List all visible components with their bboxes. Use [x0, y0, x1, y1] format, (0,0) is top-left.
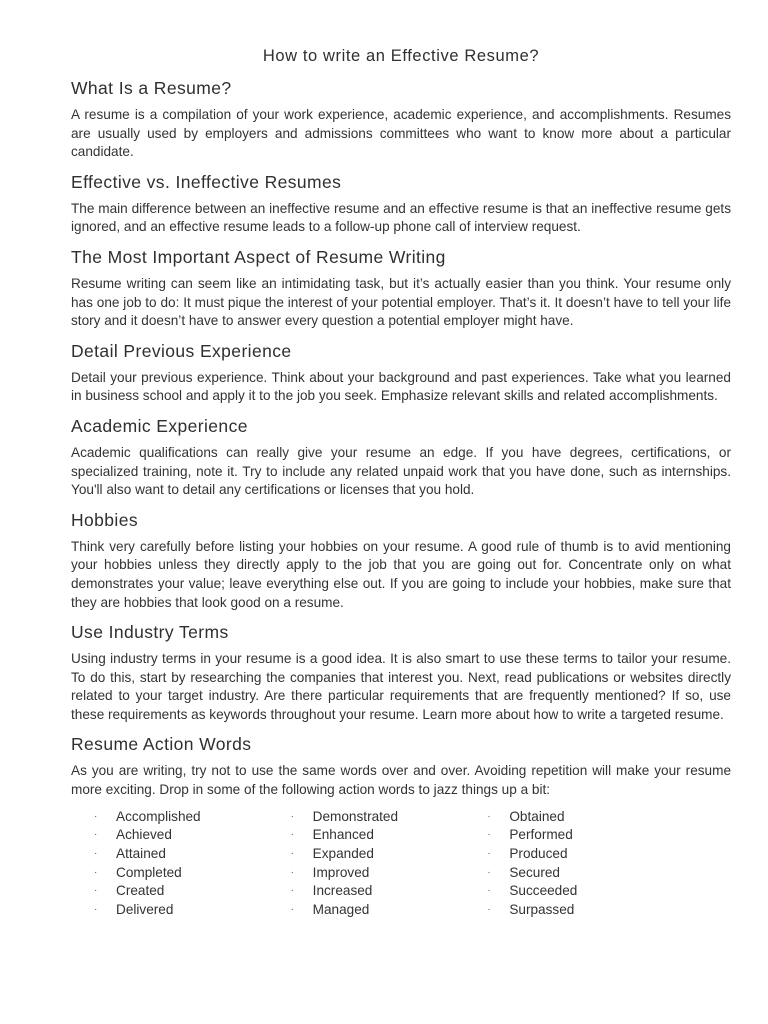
- section-heading: What Is a Resume?: [71, 78, 232, 98]
- action-word: Completed: [116, 864, 182, 880]
- section-heading: Use Industry Terms: [71, 622, 229, 643]
- bullet-icon: ·: [487, 885, 491, 897]
- list-item: [94, 901, 291, 920]
- action-word: Obtained: [509, 808, 565, 824]
- bullet-icon: ·: [94, 885, 98, 897]
- bullet-icon: ·: [290, 866, 295, 878]
- list-item: [487, 901, 684, 920]
- list-item: [94, 808, 291, 827]
- action-word: Demonstrated: [312, 808, 399, 824]
- action-word: Enhanced: [312, 827, 374, 843]
- section-heading: Effective vs. Ineffective Resumes: [71, 171, 342, 192]
- list-item: [487, 826, 684, 845]
- action-word: Produced: [509, 846, 568, 862]
- action-words-column: [94, 808, 291, 920]
- section-effective-vs-ineffective: [71, 170, 731, 237]
- bullet-icon: ·: [487, 829, 491, 841]
- action-words-column: [291, 808, 488, 920]
- section-heading: Academic Experience: [71, 415, 248, 436]
- list-item: [291, 864, 488, 883]
- bullet-icon: ·: [94, 829, 98, 841]
- list-item: [94, 864, 291, 883]
- section-heading: Hobbies: [71, 509, 139, 530]
- bullet-icon: ·: [94, 866, 98, 878]
- section-heading: Detail Previous Experience: [71, 340, 292, 361]
- bullet-icon: ·: [487, 904, 491, 916]
- bullet-icon: ·: [290, 829, 295, 841]
- bullet-icon: ·: [487, 848, 491, 860]
- list-item: [94, 826, 291, 845]
- action-word: Managed: [312, 902, 370, 918]
- list-item: [291, 882, 488, 901]
- bullet-icon: ·: [487, 866, 491, 878]
- bullet-icon: ·: [290, 810, 295, 822]
- bullet-icon: ·: [290, 848, 295, 860]
- list-item: [487, 882, 684, 901]
- section-action-words: [71, 732, 731, 799]
- bullet-icon: ·: [487, 810, 491, 822]
- section-what-is-resume: [71, 76, 731, 162]
- bullet-icon: ·: [94, 810, 98, 822]
- bullet-icon: ·: [94, 848, 98, 860]
- section-body: Academic qualifications can really give your resume an edge. If you have degrees, certifications, or specialized training, note it. Try to include any related unpaid work that you have done, such as internships. You'll also want to detail any certifications or licenses that you hold.: [71, 444, 731, 498]
- action-word: Delivered: [116, 902, 174, 918]
- list-item: [291, 826, 488, 845]
- section-academic-experience: [71, 414, 731, 500]
- action-word: Surpassed: [509, 902, 575, 918]
- action-word: Performed: [509, 827, 573, 843]
- list-item: [94, 845, 291, 864]
- action-word: Expanded: [312, 846, 374, 862]
- list-item: [94, 882, 291, 901]
- list-item: [487, 808, 684, 827]
- action-words-column: [487, 808, 684, 920]
- action-word: Accomplished: [116, 808, 201, 824]
- section-previous-experience: [71, 339, 731, 406]
- section-body: The main difference between an ineffective resume and an effective resume is that an ineffective resume gets ignored, and an effective resume leads to a follow-up phone call of interview request.: [71, 200, 731, 235]
- section-body: A resume is a compilation of your work experience, academic experience, and accomplishments. Resumes are usually used by employers and admissions committees who want to know more about a particular candidate.: [71, 107, 731, 160]
- action-word: Created: [116, 883, 165, 899]
- list-item: [487, 845, 684, 864]
- section-heading: The Most Important Aspect of Resume Writing: [71, 246, 446, 267]
- list-item: [291, 901, 488, 920]
- action-word: Attained: [116, 846, 166, 862]
- section-body: As you are writing, try not to use the same words over and over. Avoiding repetition will make your resume more exciting. Drop in some of the following action words to jazz things up a bit:: [71, 763, 731, 798]
- section-body: Resume writing can seem like an intimidating task, but it’s actually easier than you think. Your resume only has one job to do: It must pique the interest of your potential employer. That’s it. It doesn’t have to tell your life story and it doesn’t have to answer every question a potential employer might have.: [71, 275, 731, 329]
- bullet-icon: ·: [290, 885, 295, 897]
- section-most-important-aspect: [71, 245, 731, 331]
- section-body: Using industry terms in your resume is a good idea. It is also smart to use these terms to tailor your resume. To do this, start by researching the companies that interest you. Next, read publications or websites directly related to your target industry. Are there particular requirements that are frequently mentioned? If so, use these requirements as keywords throughout your resume. Learn more about how to write a targeted resume.: [71, 651, 731, 722]
- action-word: Secured: [509, 864, 560, 880]
- section-body: Detail your previous experience. Think about your background and past experiences. Take what you learned in business school and apply it to the job you seek. Emphasize relevant skills and related accomplishments.: [71, 369, 731, 404]
- list-item: [291, 808, 488, 827]
- bullet-icon: ·: [290, 904, 295, 916]
- list-item: [291, 845, 488, 864]
- bullet-icon: ·: [94, 904, 98, 916]
- action-word: Improved: [312, 864, 370, 880]
- section-body: Think very carefully before listing your hobbies on your resume. A good rule of thumb is to avid mentioning your hobbies unless they directly apply to the job that you are going out for. Concentrate only on what demonstrates your value; leave everything else out. If you are going to include your hobbies, make sure that they are hobbies that look good on a resume.: [71, 538, 731, 610]
- section-heading: Resume Action Words: [71, 734, 252, 755]
- action-word: Succeeded: [509, 883, 578, 899]
- section-hobbies: [71, 508, 731, 612]
- list-item: [487, 864, 684, 883]
- action-word: Increased: [312, 883, 373, 899]
- action-words-list: [94, 808, 684, 920]
- action-word: Achieved: [116, 827, 172, 843]
- document-title: How to write an Effective Resume?: [262, 47, 540, 65]
- section-industry-terms: [71, 620, 731, 724]
